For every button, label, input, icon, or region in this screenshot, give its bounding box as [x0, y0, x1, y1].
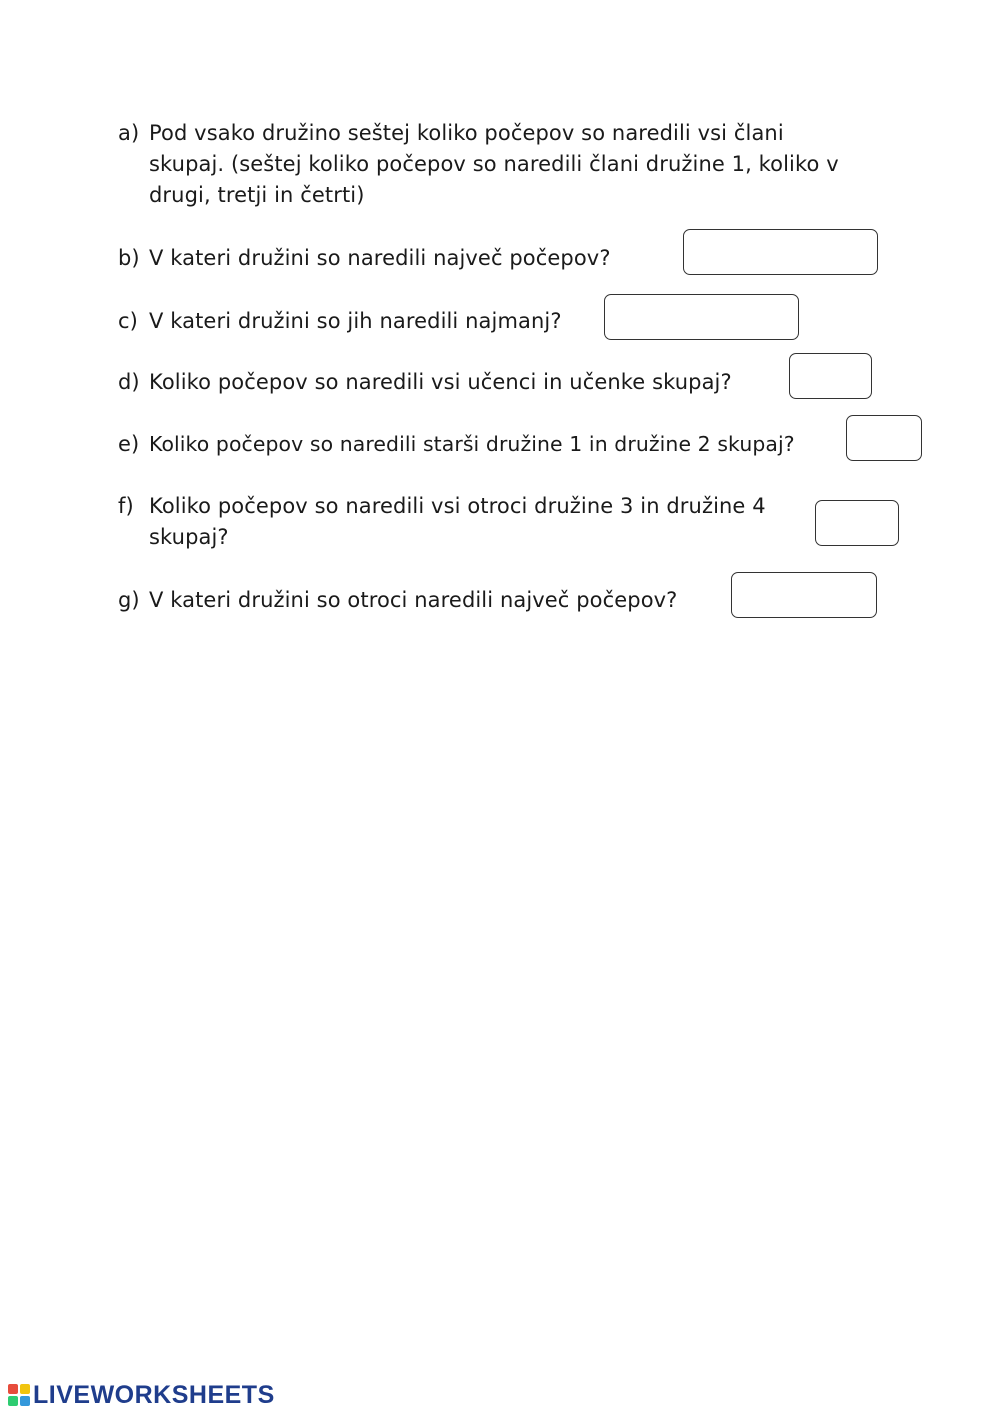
- question-c-text: V kateri družini so jih naredili najmanj?: [149, 309, 562, 333]
- brand-name: LIVEWORKSHEETS: [33, 1380, 275, 1409]
- answer-box-d[interactable]: [789, 353, 872, 399]
- question-c-marker: c): [118, 309, 138, 333]
- question-g-marker: g): [118, 588, 140, 612]
- question-f-line-2: skupaj?: [149, 525, 229, 549]
- answer-box-f[interactable]: [815, 500, 899, 546]
- question-d-marker: d): [118, 370, 140, 394]
- logo-square-1: [8, 1384, 18, 1394]
- question-d-text: Koliko počepov so naredili vsi učenci in učenke skupaj?: [149, 370, 732, 394]
- footer-brand: [8, 1380, 275, 1410]
- question-a-marker: a): [118, 121, 140, 145]
- logo-square-3: [8, 1396, 18, 1406]
- answer-box-g[interactable]: [731, 572, 877, 618]
- question-f-marker: f): [118, 494, 134, 518]
- answer-box-e[interactable]: [846, 415, 922, 461]
- logo-square-2: [20, 1384, 30, 1394]
- question-a-line-3: drugi, tretji in četrti): [149, 183, 365, 207]
- question-b-marker: b): [118, 246, 140, 270]
- question-a-line-1: Pod vsako družino seštej koliko počepov so naredili vsi člani: [149, 121, 784, 145]
- question-g-text: V kateri družini so otroci naredili največ počepov?: [149, 588, 678, 612]
- question-b-text: V kateri družini so naredili največ počepov?: [149, 246, 611, 270]
- question-a-line-2: skupaj. (seštej koliko počepov so naredili člani družine 1, koliko v: [149, 152, 839, 176]
- question-e-text: Koliko počepov so naredili starši družine 1 in družine 2 skupaj?: [149, 432, 795, 456]
- liveworksheets-logo-icon: [8, 1384, 30, 1406]
- answer-box-c[interactable]: [604, 294, 799, 340]
- logo-square-4: [20, 1396, 30, 1406]
- question-f-line-1: Koliko počepov so naredili vsi otroci družine 3 in družine 4: [149, 494, 766, 518]
- answer-box-b[interactable]: [683, 229, 878, 275]
- question-e-marker: e): [118, 432, 140, 456]
